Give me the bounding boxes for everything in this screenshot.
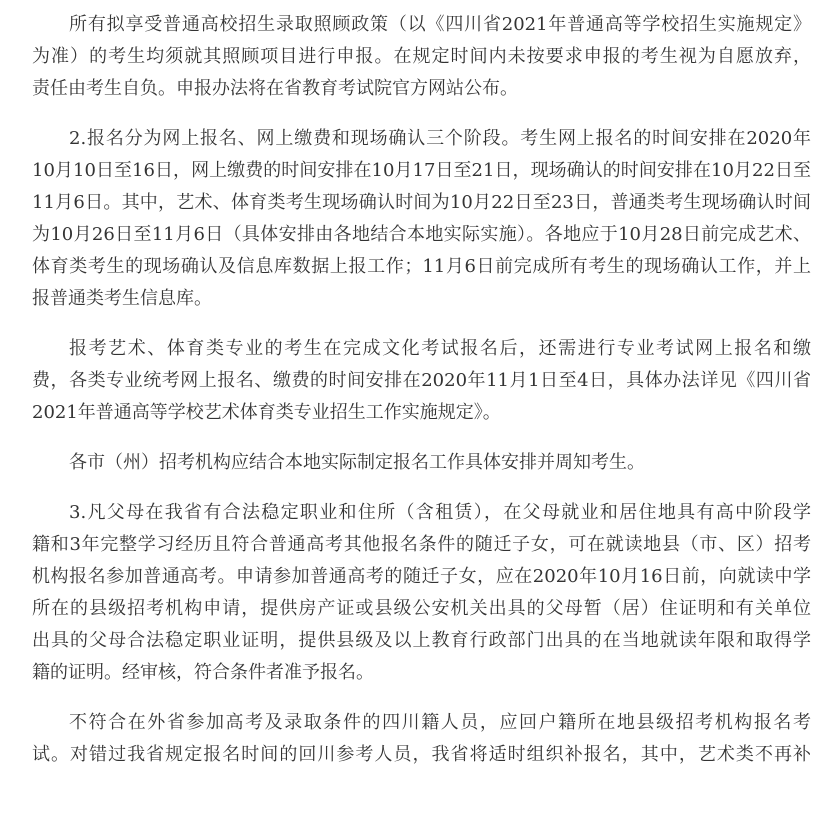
text-line: 所在的县级招考机构申请，提供房产证或县级公安机关出具的父母暂（居）住证明和有关单位 bbox=[32, 598, 811, 619]
paragraph-arts-sports bbox=[32, 333, 811, 429]
text-line: 籍和3年完整学习经历且符合普通高考其他报名条件的随迁子女，可在就读地县（市、区）招考 bbox=[32, 534, 811, 555]
text-line: 出具的父母合法稳定职业证明，提供县级及以上教育行政部门出具的在当地就读年限和取得学 bbox=[32, 630, 811, 651]
paragraph-preferential-policy bbox=[32, 9, 811, 105]
text-line: 籍的证明。经审核，符合条件者准予报名。 bbox=[32, 662, 374, 683]
text-line: 为准）的考生均须就其照顾项目进行申报。在规定时间内未按要求申报的考生视为自愿放弃， bbox=[32, 46, 811, 67]
text-line: 体育类考生的现场确认及信息库数据上报工作；11月6日前完成所有考生的现场确认工作，并上 bbox=[32, 256, 811, 277]
text-line: 费，各类专业统考网上报名、缴费的时间安排在2020年11月1日至4日，具体办法详见《四川省 bbox=[32, 370, 811, 391]
text-line: 不符合在外省参加高考及录取条件的四川籍人员，应回户籍所在地县级招考机构报名考 bbox=[69, 712, 811, 733]
paragraph-sichuan-returnees bbox=[32, 707, 811, 771]
text-line: 2.报名分为网上报名、网上缴费和现场确认三个阶段。考生网上报名的时间安排在2020年 bbox=[69, 128, 811, 149]
paragraph-registration-stages bbox=[32, 123, 811, 315]
text-line: 10月10日至16日，网上缴费的时间安排在10月17日至21日，现场确认的时间安排在10月22日至 bbox=[32, 160, 811, 181]
text-line: 试。对错过我省规定报名时间的回川参考人员，我省将适时组织补报名，其中，艺术类不再补 bbox=[32, 744, 811, 765]
paragraph-migrant-children bbox=[32, 497, 811, 689]
text-line: 各市（州）招考机构应结合本地实际制定报名工作具体安排并周知考生。 bbox=[69, 452, 645, 473]
text-line: 责任由考生自负。申报办法将在省教育考试院官方网站公布。 bbox=[32, 78, 518, 99]
text-line: 11月6日。其中，艺术、体育类考生现场确认时间为10月22日至23日，普通类考生现场确认时间 bbox=[32, 192, 811, 213]
text-line: 机构报名参加普通高考。申请参加普通高考的随迁子女，应在2020年10月16日前，向就读中学 bbox=[32, 566, 811, 587]
text-line: 报考艺术、体育类专业的考生在完成文化考试报名后，还需进行专业考试网上报名和缴 bbox=[69, 338, 811, 359]
text-line: 报普通类考生信息库。 bbox=[32, 288, 212, 309]
text-line: 2021年普通高等学校艺术体育类专业招生工作实施规定》。 bbox=[32, 402, 501, 423]
text-line: 3.凡父母在我省有合法稳定职业和住所（含租赁），在父母就业和居住地具有高中阶段学 bbox=[69, 502, 811, 523]
text-line: 所有拟享受普通高校招生录取照顾政策（以《四川省2021年普通高等学校招生实施规定》 bbox=[69, 14, 811, 35]
text-line: 为10月26日至11月6日（具体安排由各地结合本地实际实施）。各地应于10月28日前完成艺术、 bbox=[32, 224, 811, 245]
paragraph-city-arrangement bbox=[32, 447, 811, 479]
